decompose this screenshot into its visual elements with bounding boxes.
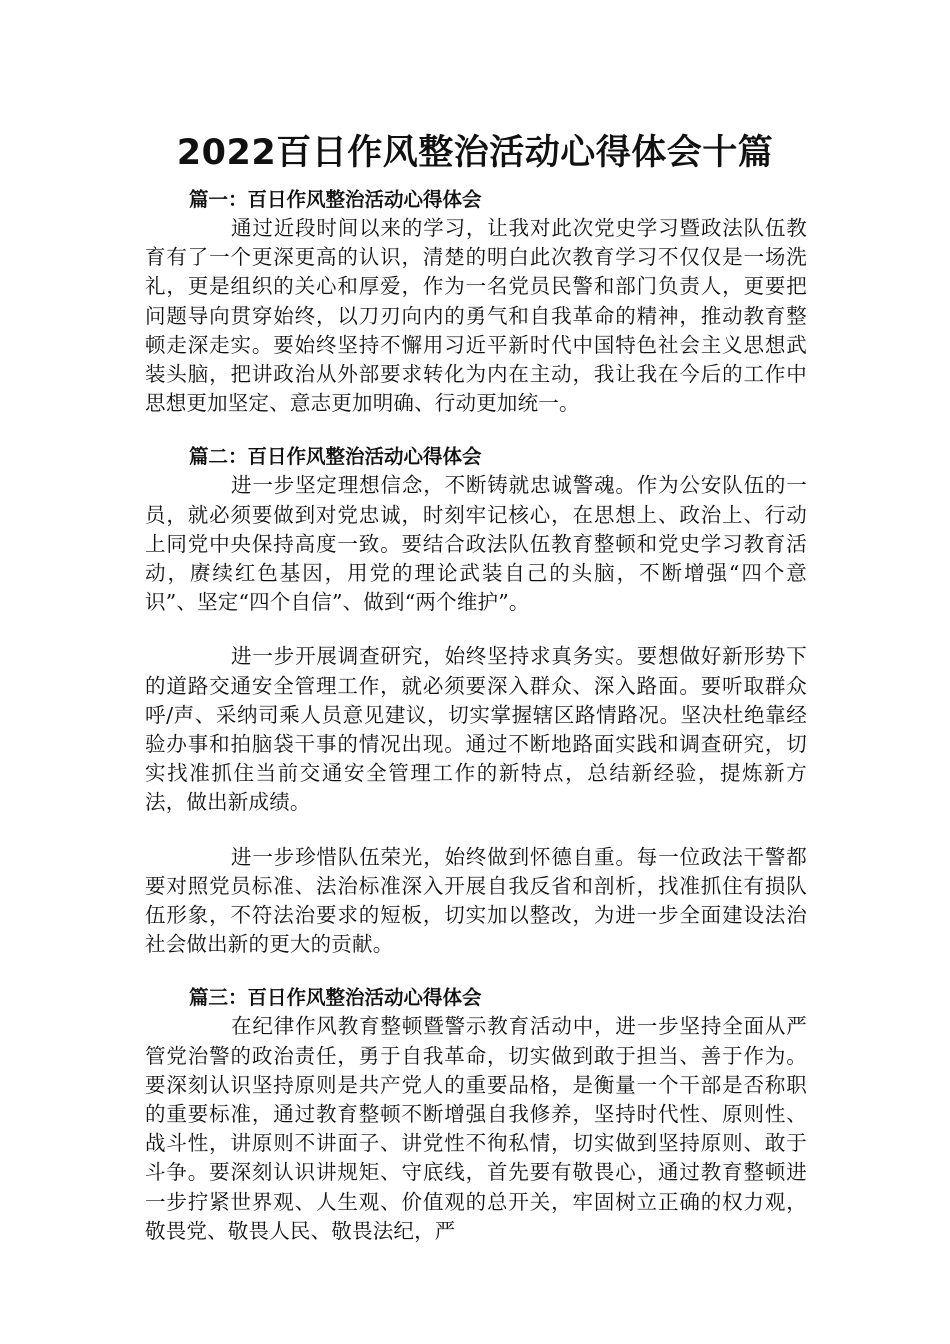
section-heading: 篇一：百日作风整治活动心得体会 xyxy=(189,188,482,211)
document-body xyxy=(145,186,807,1246)
section-heading: 篇三：百日作风整治活动心得体会 xyxy=(189,986,482,1010)
paragraph: 在纪律作风教育整顿暨警示教育活动中，进一步坚持全面从严管党治警的政治责任，勇于自我革命，切实做到敢于担当、善于作为。要深刻认识坚持原则是共产党人的重要品格，是衡量一个干部是否称职的重要标准，通过教育整顿不断增强自我修养，坚持时代性、原则性、战斗性，讲原则不讲面子、讲党性不徇私情，切实做到坚持原则、敢于斗争。要深刻认识讲规矩、守底线，首先要有敬畏心，通过教育整顿进一步拧紧世界观、人生观、价值观的总开关，牢固树立正确的权力观，敬畏党、敬畏人民、敬畏法纪，严 xyxy=(145,1014,807,1243)
section-heading: 篇二：百日作风整治活动心得体会 xyxy=(189,445,482,469)
paragraph: 进一步开展调查研究，始终坚持求真务实。要想做好新形势下的道路交通安全管理工作，就必须要深入群众、深入路面。要听取群众呼/声、采纳司乘人员意见建议，切实掌握辖区路情路况。坚决杜绝靠经验办事和拍脑袋干事的情况出现。通过不断地路面实践和调查研究，切实找准抓住当前交通安全管理工作的新特点，总结新经验，提炼新方法，做出新成绩。 xyxy=(145,644,807,815)
section-2 xyxy=(145,443,807,959)
document-title: 2022百日作风整治活动心得体会十篇 xyxy=(176,133,774,173)
section-3 xyxy=(145,984,807,1246)
paragraph: 通过近段时间以来的学习，让我对此次党史学习暨政法队伍教育有了一个更深更高的认识，清楚的明白此次教育学习不仅仅是一场洗礼，更是组织的关心和厚爱，作为一名党员民警和部门负责人，更要把问题导向贯穿始终，以刀刃向内的勇气和自我革命的精神，推动教育整顿走深走实。要始终坚持不懈用习近平新时代中国特色社会主义思想武装头脑，把讲政治从外部要求转化为内在主动，我让我在今后的工作中思想更加坚定、意志更加明确、行动更加统一。 xyxy=(145,216,807,416)
paragraph: 进一步珍惜队伍荣光，始终做到怀德自重。每一位政法干警都要对照党员标准、法治标准深入开展自我反省和剖析，找准抓住有损队伍形象，不符法治要求的短板，切实加以整改，为进一步全面建设法治社会做出新的更大的贡献。 xyxy=(145,844,807,957)
paragraph: 进一步坚定理想信念，不断铸就忠诚警魂。作为公安队伍的一员，就必须要做到对党忠诚，时刻牢记核心，在思想上、政治上、行动上同党中央保持高度一致。要结合政法队伍教育整顿和党史学习教育活动，赓续红色基因，用党的理论武装自己的头脑，不断增强“四个意识”、坚定“四个自信”、做到“两个维护”。 xyxy=(145,473,807,615)
section-1 xyxy=(145,186,807,418)
